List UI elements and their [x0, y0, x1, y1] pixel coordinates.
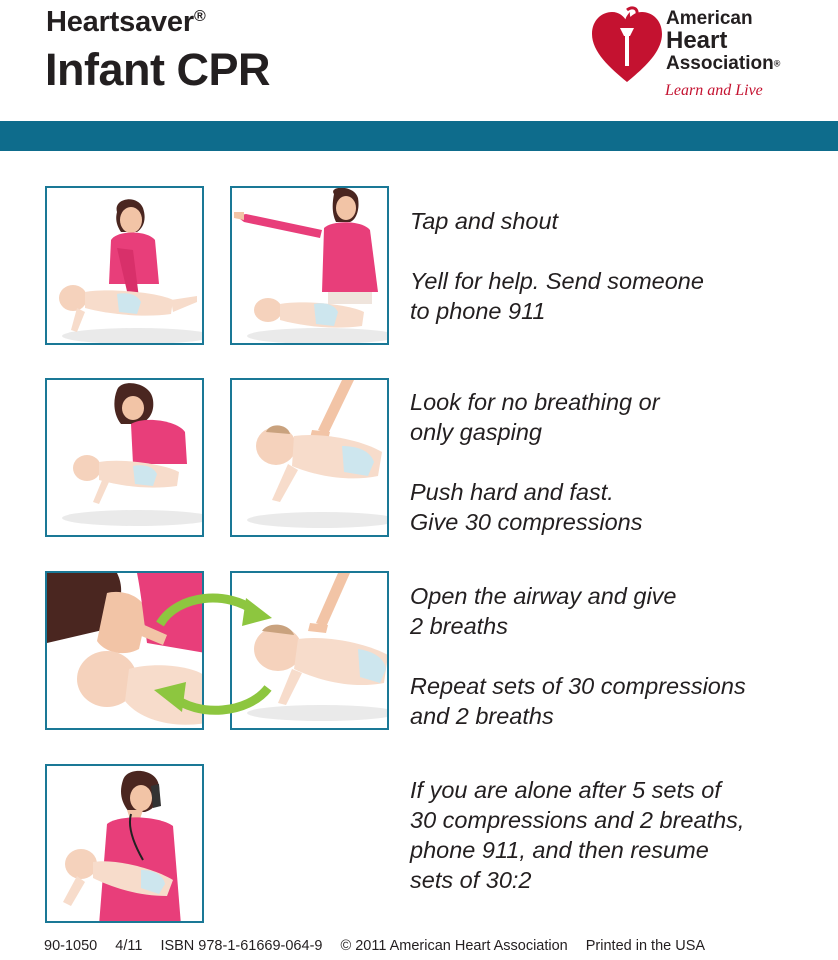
aha-wordmark: American Heart Association® [666, 8, 781, 74]
footer-isbn: ISBN 978-1-61669-064-9 [160, 938, 323, 954]
step-tap-and-shout: Tap and shout [410, 208, 559, 234]
header-band [0, 121, 838, 151]
heart-torch-icon [590, 6, 664, 84]
illustration-chest-compressions [230, 378, 389, 537]
step-push-hard-fast: Push hard and fast. Give 30 compressions [410, 479, 643, 535]
illustration-yell-for-help [230, 186, 389, 345]
step-yell-for-help: Yell for help. Send someone to phone 911 [410, 268, 704, 324]
step-if-alone: If you are alone after 5 sets of 30 compressions and 2 breaths, phone 911, and then resume sets of 30:2 [410, 777, 745, 893]
footer-printed: Printed in the USA [585, 938, 706, 954]
illustration-phone-911 [45, 764, 204, 923]
aha-logo [590, 6, 810, 106]
cycle-arrows-icon [148, 584, 278, 724]
footer [44, 938, 705, 954]
aha-tagline: Learn and Live [665, 82, 763, 99]
step-open-airway: Open the airway and give 2 breaths [410, 583, 677, 639]
page-title: Infant CPR [45, 44, 270, 95]
step-repeat-sets: Repeat sets of 30 compressions and 2 breaths [410, 673, 746, 729]
footer-date: 4/11 [115, 938, 143, 954]
step-look-for-breathing: Look for no breathing or only gasping [410, 389, 660, 445]
illustration-tap-infant [45, 186, 204, 345]
footer-copyright: © 2011 American Heart Association [340, 938, 568, 954]
illustration-check-breathing [45, 378, 204, 537]
product-name: Heartsaver® [46, 6, 206, 38]
footer-code: 90-1050 [44, 938, 98, 954]
